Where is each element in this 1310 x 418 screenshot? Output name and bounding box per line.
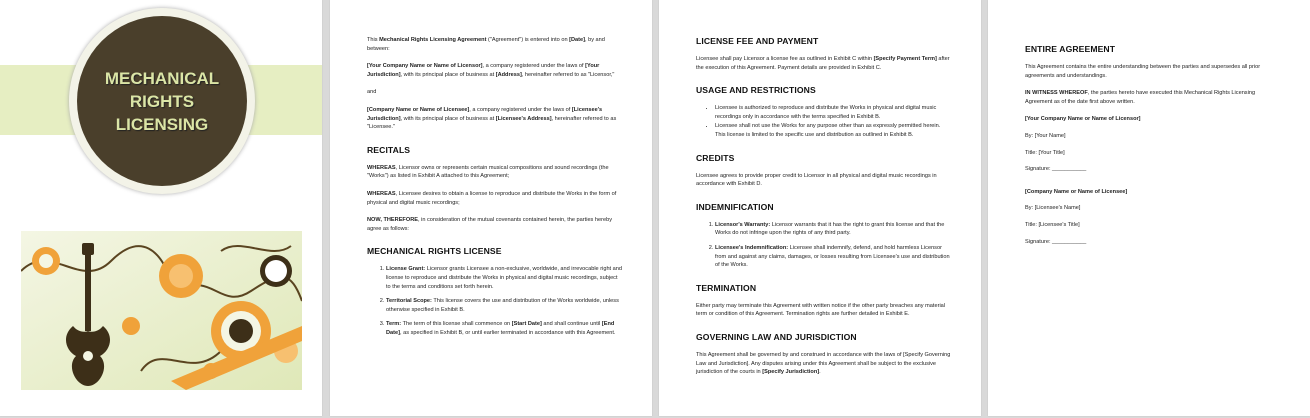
termination-paragraph: Either party may terminate this Agreement with written notice if the other party breaches any material term or condition of this Agreement. Termination rights are further detailed in Exhibit E.: [696, 302, 946, 318]
list-item: • Licensee is authorized to reproduce and distribute the Works in physical and digital music recordings only in accordance with the terms specified in Exhibit B.: [715, 104, 951, 121]
list-item: • Licensee shall not use the Works for any purpose other than as expressly permitted herein. This license is limited to the specific use and distribution as outlined in Exhibit B.: [715, 122, 951, 139]
cover-title-line: MECHANICAL: [104, 68, 220, 88]
list-item: 2. Territorial Scope: This license covers the use and distribution of the Works worldwide, unless otherwise specified in Exhibit B.: [386, 297, 622, 314]
list-item: 2. Licensee's Indemnification: Licensee shall indemnify, defend, and hold harmless Licensor from and against any claims, damages, or losses resulting from Licensee's use and distribution of the Works.: [715, 244, 951, 270]
list-item: 1. Licensor's Warranty: Licensor warrants that it has the right to grant this license and that the Works do not infringe upon the rights of any third party.: [715, 221, 951, 238]
list-item: 1. License Grant: Licensor grants Licensee a non-exclusive, worldwide, and irrevocable right and license to reproduce and distribute the Works in physical and digital music recordings, subject to the terms and conditions set forth herein.: [386, 265, 622, 291]
whereas-paragraph: WHEREAS, Licensor owns or represents certain musical compositions and sound recordings (the "Works") as listed in Exhibit A attached to this Agreement;: [367, 164, 609, 180]
intro-paragraph: This Mechanical Rights Licensing Agreement ("Agreement") is entered into on [Date], by and between:: [367, 37, 605, 52]
page-2-body: [367, 36, 622, 345]
licensor-title: Title: [Your Title]: [1025, 149, 1065, 156]
indemnification-heading: INDEMNIFICATION: [696, 201, 774, 212]
cover-page: [0, 0, 322, 416]
page-4-body: [1025, 44, 1280, 254]
licensor-paragraph: [Your Company Name or Name of Licensor], a company registered under the laws of [Your Jurisdiction], with its principal place of business at [Address], hereinafter referred to as "Licensor,": [367, 63, 615, 78]
therefore-paragraph: NOW, THEREFORE, in consideration of the mutual covenants contained herein, the parties hereby agree as follows:: [367, 217, 613, 232]
license-heading: MECHANICAL RIGHTS LICENSE: [367, 246, 502, 257]
licensee-paragraph: [Company Name or Name of Licensee], a company registered under the laws of [Licensee's Jurisdiction], with its principal place of business at [Licensee's Address], hereinafter referred to as "Licensee.": [367, 106, 617, 131]
licensor-signature-block: [1025, 115, 1280, 173]
licensee-signature-block: [1025, 188, 1280, 246]
cover-circle: [77, 16, 247, 186]
cover-title-line: RIGHTS: [129, 91, 195, 111]
credits-paragraph: Licensee agrees to provide proper credit to Licensor in all physical and digital music recordings in accordance with Exhibit D.: [696, 172, 937, 188]
licensor-by: By: [Your Name]: [1025, 132, 1066, 139]
page-3: [659, 0, 981, 416]
usage-heading: USAGE AND RESTRICTIONS: [696, 85, 816, 96]
licensee-by: By: [Licensee's Name]: [1025, 205, 1081, 212]
page-3-body: [696, 36, 951, 386]
and-text: and: [367, 89, 377, 96]
licensor-party: [Your Company Name or Name of Licensor]: [1025, 116, 1141, 123]
licensee-signature: Signature: ___________: [1025, 238, 1087, 245]
page-4: [988, 0, 1310, 416]
whereas-paragraph: WHEREAS, Licensee desires to obtain a license to reproduce and distribute the Works in the form of physical and digital music recordings;: [367, 190, 617, 206]
termination-heading: TERMINATION: [696, 282, 757, 293]
entire-agreement-paragraph: This Agreement contains the entire understanding between the parties and supersedes all prior agreements and understandings.: [1025, 64, 1261, 79]
licensor-signature: Signature: ___________: [1025, 166, 1087, 173]
governing-law-heading: GOVERNING LAW AND JURISDICTION: [696, 331, 857, 342]
license-list: [367, 265, 622, 337]
cover-title-line: LICENSING: [115, 114, 209, 134]
licensee-title: Title: [Licensee's Title]: [1025, 221, 1080, 228]
entire-agreement-heading: ENTIRE AGREEMENT: [1025, 44, 1116, 54]
witness-paragraph: IN WITNESS WHEREOF, the parties hereto have executed this Mechanical Rights Licensing Agreement as of the date first above written.: [1025, 90, 1256, 105]
usage-list: [696, 104, 951, 139]
recitals-heading: RECITALS: [367, 144, 411, 155]
indemnification-list: [696, 221, 951, 270]
list-item: 3. Term: The term of this license shall commence on [Start Date] and shall continue until [End Date], as specified in Exhibit B, or until earlier terminated in accordance with this Agreement.: [386, 320, 622, 337]
cover-title: [92, 67, 232, 136]
guitar-illustration: [21, 231, 302, 390]
governing-law-paragraph: This Agreement shall be governed by and construed in accordance with the laws of [Specify Governing Law and Jurisdiction]. Any disputes arising under this Agreement shall be subject to the exclusive jurisdiction of the courts in [Specify Jurisdiction].: [696, 351, 951, 376]
credits-heading: CREDITS: [696, 152, 735, 163]
fee-heading: LICENSE FEE AND PAYMENT: [696, 36, 819, 46]
licensee-party: [Company Name or Name of Licensee]: [1025, 188, 1128, 195]
fee-paragraph: Licensee shall pay Licensor a license fee as outlined in Exhibit C within [Specify Payment Term] after the execution of this Agreement. Payment details are provided in Exhibit C.: [696, 56, 950, 71]
page-2: [330, 0, 652, 416]
